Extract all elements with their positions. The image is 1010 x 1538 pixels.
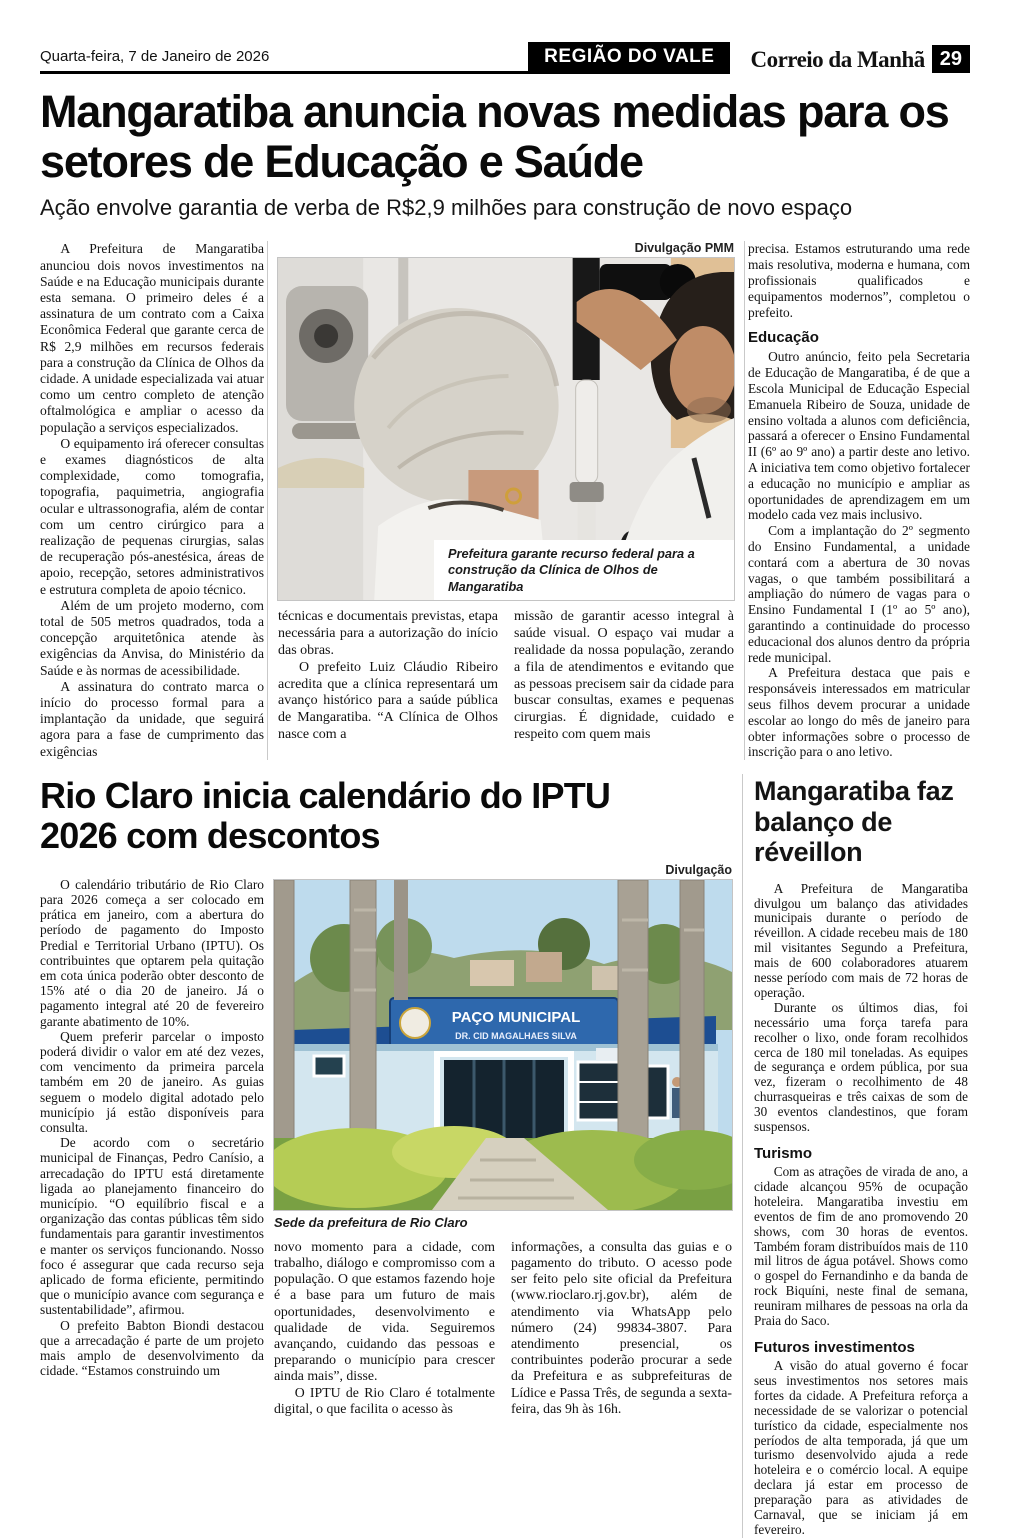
article2-photo-region — [274, 863, 732, 1417]
article2-headline: Rio Claro inicia calendário do IPTU 2026 com descontos — [40, 775, 611, 857]
paragraph: O equipamento irá oferecer consultas e exames diagnósticos de alta complexidade, como tomografia, topografia, paquimetria, angiografia ocular e ultrassonografia, além de contar com um centro cirúrgico para a realização de pequenas cirurgias, salas de recuperação pós-anestésica, áreas de apoio, recepção, setores administrativos e estrutura completa de apoio técnico. — [40, 435, 264, 597]
article1-column-4 — [748, 241, 970, 760]
article1-headline: Mangaratiba anuncia novas medidas para os setores de Educação e Saúde — [40, 86, 949, 187]
paragraph: Com a implantação do 2º segmento do Ensino Fundamental, a unidade contará com a abertura de 30 novas vagas, o que também possibilitará a ampliação do número de vagas para o Ensino Fundamental I (1º ao 5º ano), garantindo a continuidade do processo educacional dos alunos dentro da própria rede municipal. — [748, 523, 970, 665]
paragraph: técnicas e documentais previstas, etapa necessária para a autorização do início das obras. — [278, 609, 498, 658]
paragraph: A assinatura do contrato marca o início do processo formal para a implantação da unidade, que seguirá agora para a fase de cumprimento das exigências — [40, 678, 264, 759]
article3 — [742, 774, 968, 1538]
section-subhead-futuros-investimentos: Futuros investimentos — [754, 1338, 915, 1356]
paragraph: novo momento para a cidade, com trabalho, diálogo e compromisso com a população. O que estamos fazendo hoje é a base para um futuro de mais oportunidades, desenvolvimento e qualidade de vida. Seguiremos avançando, cuidando das pessoas e preparando o município para crescer ainda mais”, disse. — [274, 1238, 495, 1384]
header-rule — [40, 42, 730, 74]
city-hall-sign-subtitle: DR. CID MAGALHAES SILVA — [455, 1030, 577, 1041]
paragraph: A visão do atual governo é focar seus investimentos nos setores mais fortes da cidade. A Prefeitura reforça a necessidade de se valorizar o potencial turístico da cidade, especialmente nos períodos de alta temporada, já que um turismo desenvolvido ajuda a rede hoteleira e o comércio local. A equipe declara já estar em processo de preparação para as atividades de Carnaval, que se iniciam já em fevereiro. — [754, 1357, 968, 1537]
photo-credit: Divulgação PMM — [634, 241, 734, 256]
masthead: Correio da Manhã — [750, 47, 925, 72]
article1-subheadline: Ação envolve garantia de verba de R$2,9 milhões para construção de novo espaço — [40, 195, 853, 220]
article1-middle-columns — [278, 609, 734, 743]
article3-headline: Mangaratiba faz balanço de réveillon — [754, 776, 954, 868]
article1-body — [40, 241, 970, 760]
city-hall-photo — [274, 880, 732, 1210]
paragraph: precisa. Estamos estruturando uma rede mais resolutiva, moderna e humana, com profissionais qualificados e equipamentos modernos”, completou o prefeito. — [748, 241, 970, 320]
article2 — [40, 774, 732, 1538]
masthead-block — [750, 45, 970, 74]
paragraph: missão de garantir acesso integral à saúde visual. O espaço vai mudar a realidade da nossa população, zerando a fila de atendimentos e evitando que as pessoas precisem sair da cidade para buscar consultas, exames e pequenas cirurgias. É dignidade, cuidado e respeito com quem mais — [514, 609, 735, 742]
paragraph: Quem preferir parcelar o imposto poderá dividir o valor em até dez vezes, com vencimento da primeira parcela também em 20 de janeiro. As guias seguem o modelo digital adotado pelo município já estão disponíveis para consulta. — [40, 1028, 264, 1135]
paragraph: De acordo com o secretário municipal de Finanças, Pedro Canísio, a arrecadação do IPTU está diretamente ligada ao planejamento financeiro do município. “O equilíbrio fiscal e a organização das contas públicas têm sido fundamentais para garantir investimentos e manter os serviços funcionando. Nosso foco é assegurar que cada recurso seja aplicado de forma eficiente, permitindo que o município avance com segurança e sustentabilidade”, afirmou. — [40, 1135, 264, 1318]
page-header — [40, 42, 970, 74]
article2-column-3 — [511, 1239, 732, 1417]
city-hall-sign-title: PAÇO MUNICIPAL — [451, 1008, 581, 1026]
paragraph: A Prefeitura de Mangaratiba divulgou um balanço das atividades municipais durante o período de réveillon. A cidade recebeu mais de 180 mil visitantes Segundo a Prefeitura, mais de 600 colaboradores atuarem nesse período com mais de 72 horas de operação. — [754, 880, 968, 1000]
paragraph: Com as atrações de virada de ano, a cidade alcançou 95% de ocupação hoteleira. Mangaratiba investiu em eventos de fim de ano promovendo 20 shows, com 30 horas de eventos. Também foram distribuídos mais de 110 mil litros de água potável. Shows como o gospel do Fernandinho e da banda de rock Biquíni, neste final de semana, reuniram milhares de pessoas na orla da Praia do Saco. — [754, 1164, 968, 1329]
article2-middle-columns — [274, 1239, 732, 1417]
paragraph: O calendário tributário de Rio Claro para 2026 começa a ser colocado em prática em janeiro, com a abertura do período de pagamento do Imposto Predial e Territorial Urbano (IPTU). Os contribuintes que optarem pela quitação em cota única poderão obter desconto de 15% até o dia 20 de janeiro. Já o pagamento integral até 20 de fevereiro garante abatimento de 10%. — [40, 876, 264, 1029]
paragraph: O IPTU de Rio Claro é totalmente digital, o que facilita o acesso às — [274, 1384, 495, 1416]
bottom-section — [40, 774, 970, 1538]
article1-photo-region — [267, 241, 745, 760]
article2-column-2 — [274, 1239, 495, 1417]
paragraph: A Prefeitura destaca que pais e responsáveis interessados em matricular seus filhos devem procurar a unidade escolar ao longo do mês de janeiro para obter informações sobre o processo de inscrição para o ano letivo. — [748, 665, 970, 760]
photo-credit: Divulgação — [665, 862, 732, 877]
paragraph: O prefeito Babton Biondi destacou que a arrecadação é parte de um projeto mais amplo de desenvolvimento da cidade. “Estamos construindo um — [40, 1317, 264, 1379]
article1-column-3 — [514, 609, 734, 743]
photo-caption: Prefeitura garante recurso federal para a construção da Clínica de Olhos de Mangaratiba — [434, 540, 734, 601]
article2-column-1 — [40, 863, 264, 1417]
edition-date: Quarta-feira, 7 de Janeiro de 2026 — [40, 48, 270, 65]
article2-body — [40, 863, 732, 1417]
paragraph: A Prefeitura de Mangaratiba anunciou dois novos investimentos na Saúde e na Educação municipais durante esta semana. O primeiro deles é a assinatura de um contrato com a Caixa Econômica Federal que garante cerca de R$ 2,9 milhões em recursos federais para a construção da Clínica de Olhos da cidade. A unidade especializada vai atuar como um centro completo de atenção oftalmológica e ampliar o acesso da população a serviços especializados. — [40, 241, 264, 435]
city-hall-photo-illustration — [274, 880, 732, 1210]
paragraph: informações, a consulta das guias e o pagamento do tributo. O acesso pode ser feito pelo site oficial da Prefeitura (www.rioclaro.rj.gov.br), além de atendimento via WhatsApp pelo número (24) 99834-3807. Para atendimento presencial, os contribuintes poderão procurar a sede da Prefeitura e as subprefeituras de Lídice e Passa Três, de segunda a sexta-feira, das 9h às 16h. — [511, 1238, 732, 1416]
newspaper-page — [0, 42, 1010, 1538]
paragraph: Durante os últimos dias, foi necessário uma força tarefa para recolher o lixo, onde foram recolhidos cerca de 180 mil toneladas. As equipes de segurança e ordem pública, por sua vez, fizeram o recolhimento de 48 churrasqueiras e três caixas de som de 30 eventos clandestinos, que foram suspensos. — [754, 999, 968, 1135]
article1-column-2 — [278, 609, 498, 743]
section-badge: REGIÃO DO VALE — [528, 42, 730, 71]
paragraph: O prefeito Luiz Cláudio Ribeiro acredita que a clínica representará um avanço histórico para a saúde pública de Mangaratiba. “A Clínica de Olhos nasce com a — [278, 659, 498, 742]
eye-exam-photo — [278, 258, 734, 600]
page-number: 29 — [932, 45, 970, 73]
paragraph: Além de um projeto moderno, com total de 505 metros quadrados, toda a concepção arquitetônica atende às exigências da Anvisa, do Ministério da Saúde e às normas de acessibilidade. — [40, 597, 264, 678]
section-subhead-turismo: Turismo — [754, 1145, 813, 1162]
paragraph: Outro anúncio, feito pela Secretaria de Educação de Mangaratiba, é de que a Escola Municipal de Educação Especial Emanuela Ribeiro de Souza, unidade de ensino voltada a alunos com deficiência, passará a oferecer o Ensino Fundamental II (6º ao 9º ano) a partir deste ano letivo. A iniciativa tem como objetivo fortalecer a educação no município e ampliar as oportunidades de aprendizagem em um modelo cada vez mais inclusivo. — [748, 349, 970, 523]
photo-caption: Sede da prefeitura de Rio Claro — [274, 1214, 468, 1230]
article1-column-1 — [40, 241, 264, 760]
section-subhead-educacao: Educação — [748, 329, 819, 347]
